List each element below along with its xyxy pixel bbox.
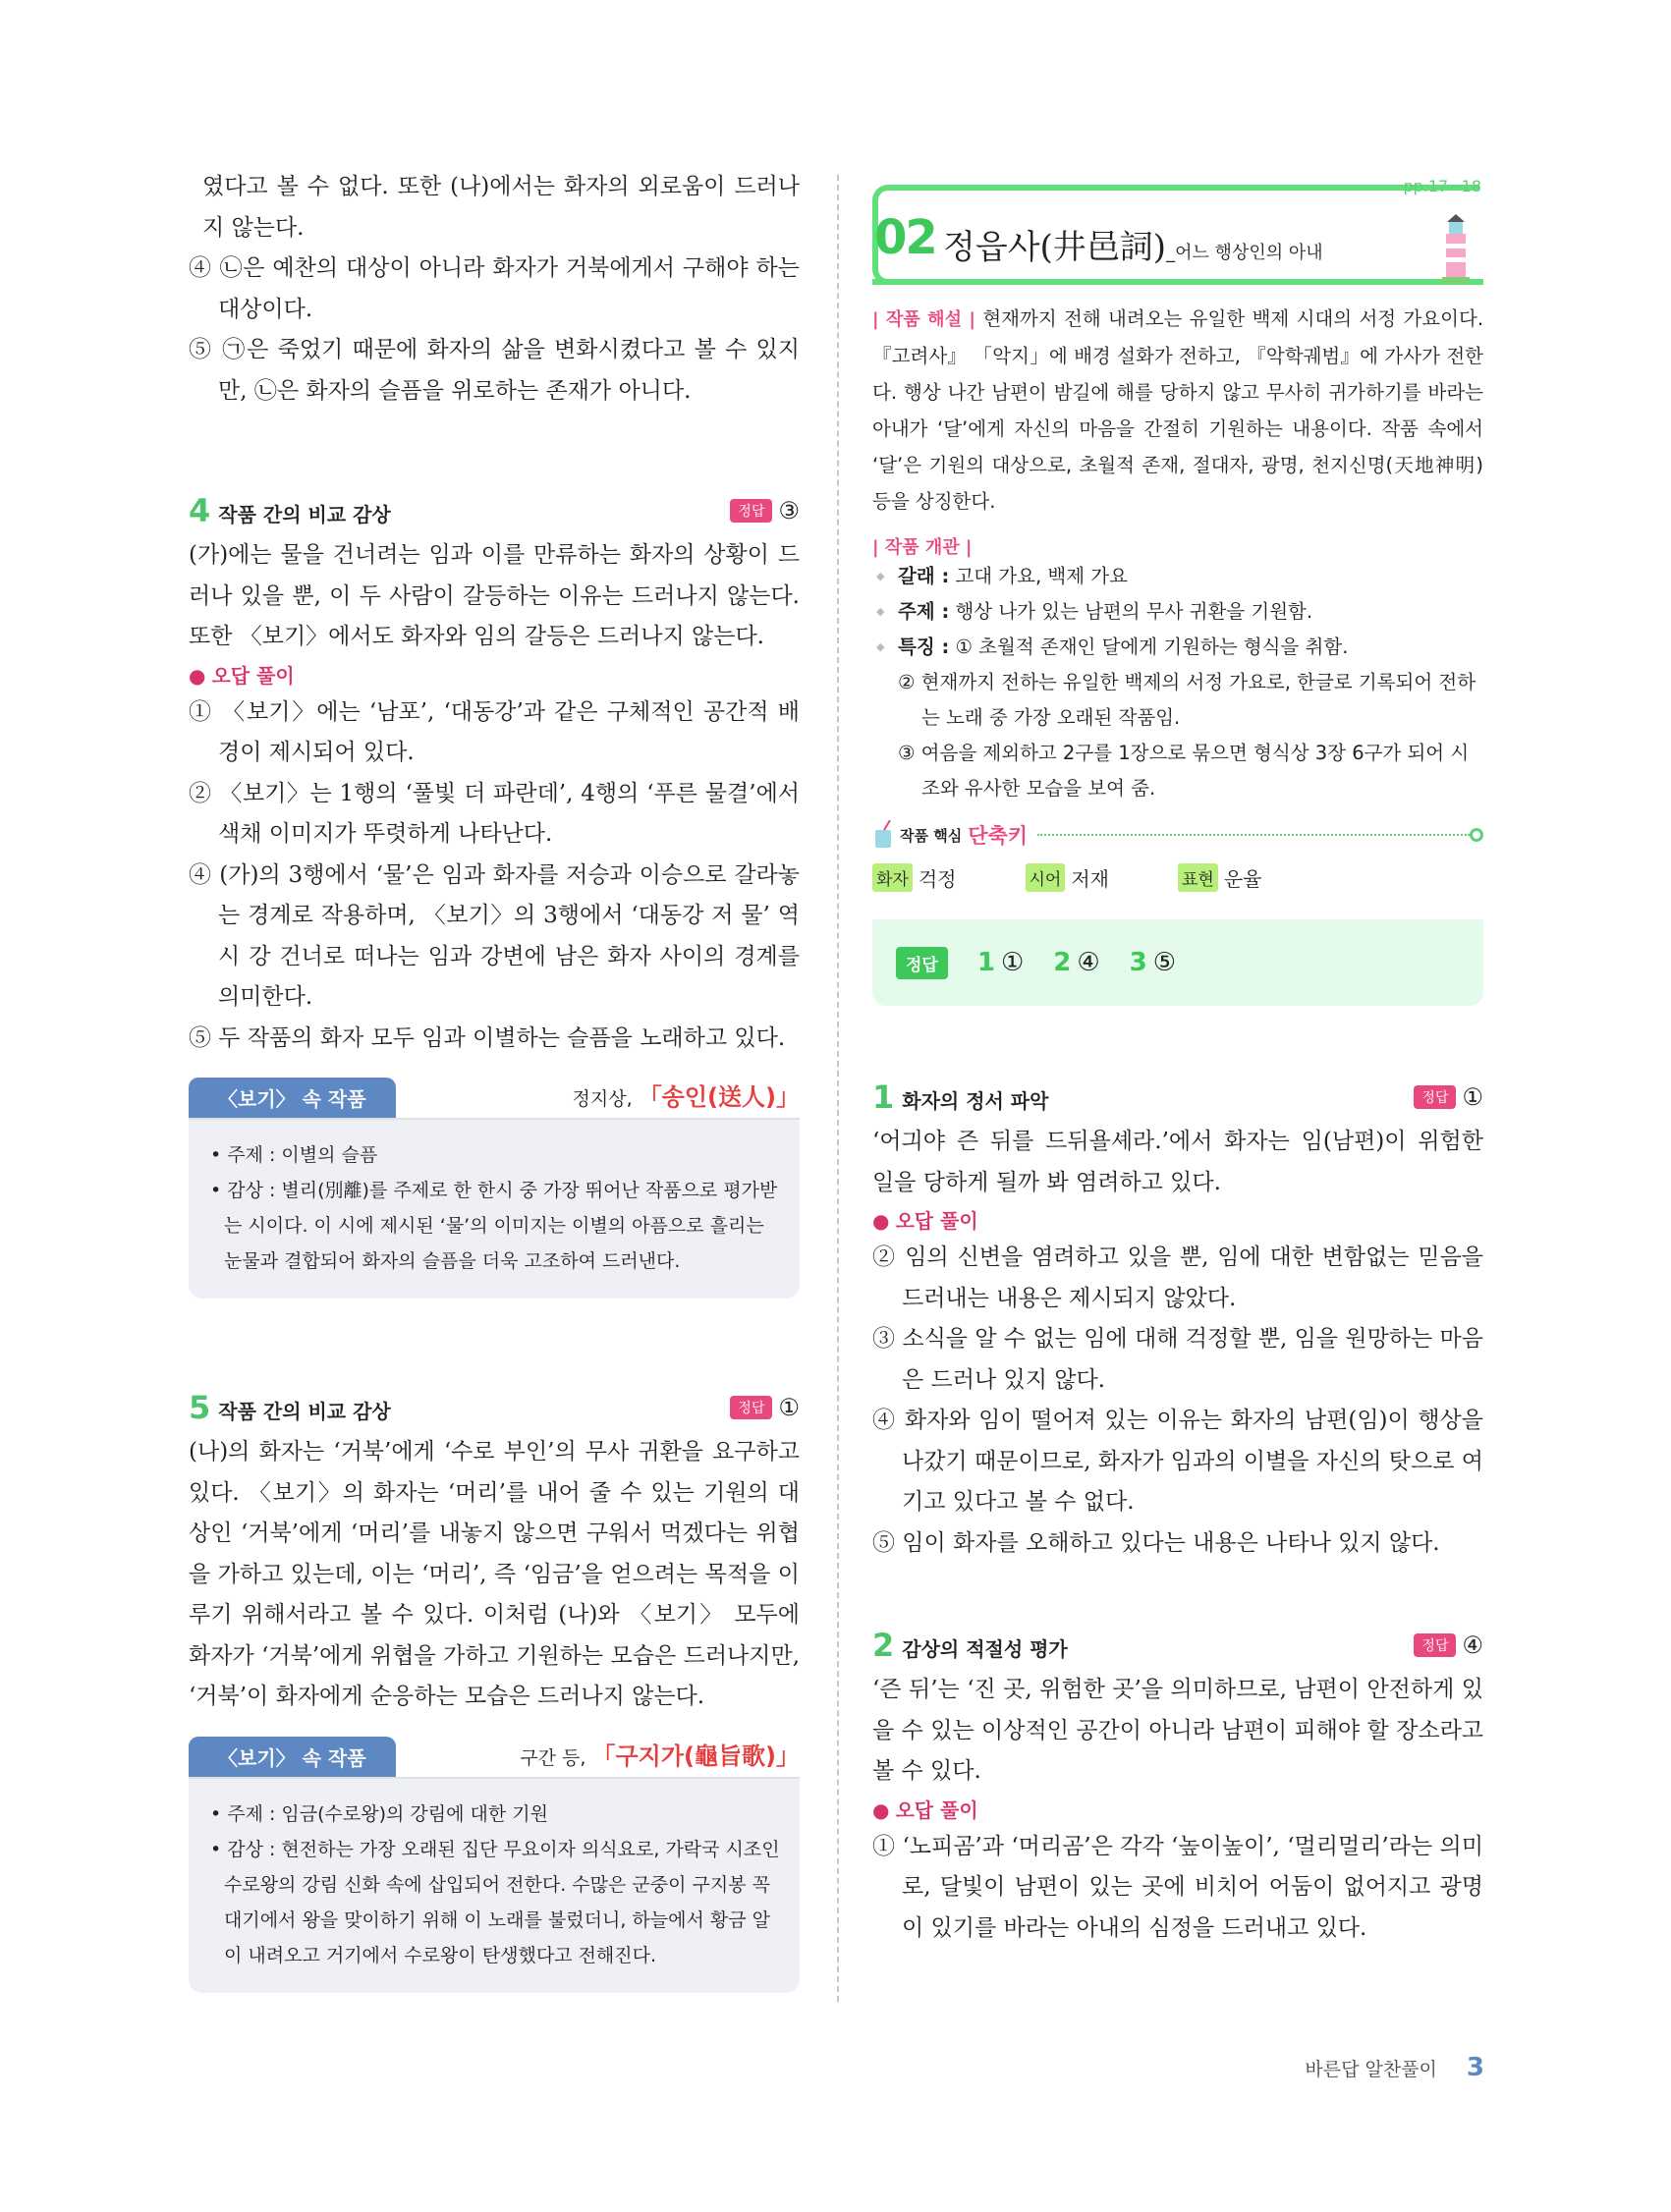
overview-genre: ◆ 갈래 : 고대 가요, 백제 가요 xyxy=(872,559,1483,594)
bogi-work-box xyxy=(189,1080,800,1299)
question-5-explanation: (나)의 화자는 ‘거북’에게 ‘수로 부인’의 무사 귀환을 요구하고 있다. 〈보기〉의 화자는 ‘머리’를 내어 줄 수 있는 기원의 대상인 ‘거북’에게 ‘머리’를 내놓지 않으면 구워서 먹겠다는 위협을 가하고 있는데, 이는 ‘머리’, 즉 ‘임금’을 얻으려는 목적을 이루기 위해서라고 볼 수 있다. 이처럼 (나)와 〈보기〉 모두에 화자가 ‘거북’에게 위협을 가하고 기원하는 모습은 드러나지만, ‘거북’이 화자에게 순응하는 모습은 드러나지 않는다. xyxy=(189,1439,800,1709)
wrong-answer-item: ⑤ 임이 화자를 오해하고 있다는 내용은 나타나 있지 않다. xyxy=(872,1529,1440,1556)
question-number: 4 xyxy=(189,492,211,529)
question-title: 작품 간의 비교 감상 xyxy=(218,503,391,526)
answer-badge: 정답 xyxy=(730,499,772,523)
bogi-work-box xyxy=(189,1740,800,1993)
bogi-line: • 감상 : 현전하는 가장 오래된 집단 무요이자 의식요로, 가락국 시조인 수로왕의 강림 신화 속에 삽입되어 전한다. 수많은 군중이 구지봉 꼭대기에서 왕을 맞이하기 위해 이 노래를 불렀더니, 하늘에서 황금 알이 내려오고 거기에서 수로왕이 탄생했다고 전해진다. xyxy=(210,1838,780,1966)
overview-feature: ◆ 특징 : ① 초월적 존재인 달에게 기원하는 형식을 취함. xyxy=(872,630,1483,665)
bogi-tab: 〈보기〉 속 작품 xyxy=(189,1078,396,1118)
bogi-line: • 주제 : 이별의 슬픔 xyxy=(210,1144,378,1166)
key-item: 표현 운율 xyxy=(1178,863,1262,892)
answer-badge: 정답 xyxy=(1414,1085,1456,1109)
bogi-tab: 〈보기〉 속 작품 xyxy=(189,1737,396,1777)
work-number: 02 xyxy=(874,210,936,265)
work-title: 정읍사(井邑詞)_어느 행상인의 아내 xyxy=(943,228,1323,267)
page-footer xyxy=(1305,2053,1484,2082)
wrong-answer-item: ④ (가)의 3행에서 ‘물’은 임과 화자를 저승과 이승으로 갈라놓는 경계로 작용하며, 〈보기〉의 3행에서 ‘대동강 저 물’ 역시 강 건너로 떠나는 임과 강변에 남은 화자 사이의 경계를 의미한다. xyxy=(189,861,800,1010)
shortcut-keys xyxy=(872,863,1483,892)
wrong-answer-item: ③ 소식을 알 수 없는 임에 대해 걱정할 뿐, 임을 원망하는 마음은 드러나 있지 않다. xyxy=(872,1326,1483,1393)
answer-value: ① xyxy=(778,1394,800,1421)
footer-label: 바른답 알찬풀이 xyxy=(1305,2058,1437,2080)
wrong-answer-item: ② 임의 신변을 염려하고 있을 뿐, 임에 대한 변함없는 믿음을 드러내는 내용은 제시되지 않았다. xyxy=(872,1244,1483,1311)
answer-summary xyxy=(872,919,1483,1006)
answer-value: ③ xyxy=(778,497,800,525)
question-title: 감상의 적절성 평가 xyxy=(902,1637,1068,1661)
answer-badge: 정답 xyxy=(730,1396,772,1419)
question-4-explanation: (가)에는 물을 건너려는 임과 이를 만류하는 화자의 상황이 드러나 있을 뿐, 이 두 사람이 갈등하는 이유는 드러나지 않는다. 또한 〈보기〉에서도 화자와 임의 갈등은 드러나지 않는다. xyxy=(189,542,800,649)
bogi-line: • 감상 : 별리(別離)를 주제로 한 한시 중 가장 뛰어난 작품으로 평가받는 시이다. 이 시에 제시된 ‘물’의 이미지는 이별의 아픔으로 흘리는 눈물과 결합되어 화자의 슬픔을 더욱 고조하여 드러낸다. xyxy=(210,1180,778,1272)
bogi-line: • 주제 : 임금(수로왕)의 강림에 대한 기원 xyxy=(210,1802,548,1825)
question-4-header xyxy=(189,492,800,529)
answer-pair: 2 ④ xyxy=(1053,948,1100,977)
overview-heading: | 작품 개관 | xyxy=(872,537,973,558)
drink-icon xyxy=(872,820,894,850)
wrong-answer-item: ① 〈보기〉에는 ‘남포’, ‘대동강’과 같은 구체적인 공간적 배경이 제시되어 있다. xyxy=(189,698,800,765)
work-subtitle: _어느 행상인의 아내 xyxy=(1166,243,1323,263)
question-2-explanation: ‘즌 뒤’는 ‘진 곳, 위험한 곳’을 의미하므로, 남편이 안전하게 있을 수 있는 이상적인 공간이 아니라 남편이 피해야 할 장소라고 볼 수 있다. xyxy=(872,1677,1483,1784)
question-1-header xyxy=(872,1078,1483,1116)
column-divider xyxy=(837,175,839,2002)
answer-value: ① xyxy=(1462,1083,1483,1111)
question-number: 2 xyxy=(872,1627,895,1664)
wrong-answer-item: ④ 화자와 임이 떨어져 있는 이유는 화자의 남편(임)이 행상을 나갔기 때문이므로, 화자가 임과의 이별을 자신의 탓으로 여기고 있다고 볼 수 없다. xyxy=(872,1408,1483,1515)
answer-value: ④ xyxy=(1462,1631,1483,1659)
key-item: 화자 걱정 xyxy=(872,863,957,892)
answer-summary-badge: 정답 xyxy=(896,947,948,979)
bogi-work-title: 「송인(送人)」 xyxy=(638,1083,800,1111)
answer-badge: 정답 xyxy=(1414,1633,1456,1657)
answer-pair: 3 ⑤ xyxy=(1129,948,1177,977)
wrong-answer-item: ② 〈보기〉는 1행의 ‘풀빛 더 파란데’, 4행의 ‘푸른 물결’에서 색채 이미지가 뚜렷하게 나타난다. xyxy=(189,780,800,847)
bogi-source: 구간 등, 「구지가(龜旨歌)」 xyxy=(520,1742,800,1770)
work-header xyxy=(872,177,1483,285)
question-title: 화자의 정서 파악 xyxy=(902,1089,1049,1113)
question-number: 5 xyxy=(189,1389,211,1426)
page-number: 3 xyxy=(1466,2053,1484,2082)
continued-option-5: ⑤ ㉠은 죽었기 때문에 화자의 삶을 변화시켰다고 볼 수 있지만, ㉡은 화자의 슬픔을 위로하는 존재가 아니다. xyxy=(189,337,800,404)
continued-option-4: ④ ㉡은 예찬의 대상이 아니라 화자가 거북에게서 구해야 하는 대상이다. xyxy=(189,255,800,322)
wrong-answer-heading: ● 오답 풀이 xyxy=(872,1209,978,1233)
wrong-answer-heading: ● 오답 풀이 xyxy=(189,663,295,688)
page-reference: pp.17~18 xyxy=(1403,177,1481,195)
wrong-answer-item: ① ‘노피곰’과 ‘머리곰’은 각각 ‘높이높이’, ‘멀리멀리’라는 의미로, 달빛이 남편이 있는 곳에 비치어 어둠이 없어지고 광명이 있기를 바라는 아내의 심정을 드러내고 있다. xyxy=(872,1833,1483,1941)
question-number: 1 xyxy=(872,1078,895,1116)
overview-feature-3: ③ 여음을 제외하고 2구를 1장으로 묶으면 형식상 3장 6구가 되어 시조와 유사한 모습을 보여 줌. xyxy=(898,742,1470,800)
overview-feature-2: ② 현재까지 전하는 유일한 백제의 서정 가요로, 한글로 기록되어 전하는 노래 중 가장 오래된 작품임. xyxy=(898,671,1476,729)
shortcut-keys-header: 작품 핵심 단축키 xyxy=(872,820,1483,850)
overview-theme: ◆ 주제 : 행상 나가 있는 남편의 무사 귀환을 기원함. xyxy=(872,594,1483,630)
right-column xyxy=(872,177,1483,1949)
bogi-work-title: 「구지가(龜旨歌)」 xyxy=(591,1742,800,1770)
work-commentary: | 작품 해설 | 현재까지 전해 내려오는 유일한 백제 시대의 서정 가요이다. 『고려사』 「악지」에 배경 설화가 전하고, 『악학궤범』에 가사가 전한다. 행상 나간 남편이 밤길에 해를 당하지 않고 무사히 귀가하기를 바라는 아내가 ‘달’에게 자신의 마음을 간절히 기원하는 내용이다. 작품 속에서 ‘달’은 기원의 대상으로, 초월적 존재, 절대자, 광명, 천지신명(天地神明) 등을 상징한다. xyxy=(872,307,1484,513)
lighthouse-icon xyxy=(1438,214,1474,283)
question-1-explanation: ‘어긔야 즌 뒤를 드뒤욜셰라.’에서 화자는 임(남편)이 위험한 일을 당하게 될까 봐 염려하고 있다. xyxy=(872,1129,1483,1195)
question-2-header xyxy=(872,1627,1483,1664)
question-5-header xyxy=(189,1389,800,1426)
left-column xyxy=(189,167,800,1993)
answer-pair: 1 ① xyxy=(976,948,1025,977)
key-item: 시어 저재 xyxy=(1026,863,1110,892)
bogi-source: 정지상, 「송인(送人)」 xyxy=(572,1083,800,1111)
continued-text: 였다고 볼 수 없다. 또한 (나)에서는 화자의 외로움이 드러나지 않는다. xyxy=(202,174,800,241)
question-title: 작품 간의 비교 감상 xyxy=(218,1400,391,1423)
wrong-answer-item: ⑤ 두 작품의 화자 모두 임과 이별하는 슬픔을 노래하고 있다. xyxy=(189,1024,786,1051)
wrong-answer-heading: ● 오답 풀이 xyxy=(872,1797,978,1822)
